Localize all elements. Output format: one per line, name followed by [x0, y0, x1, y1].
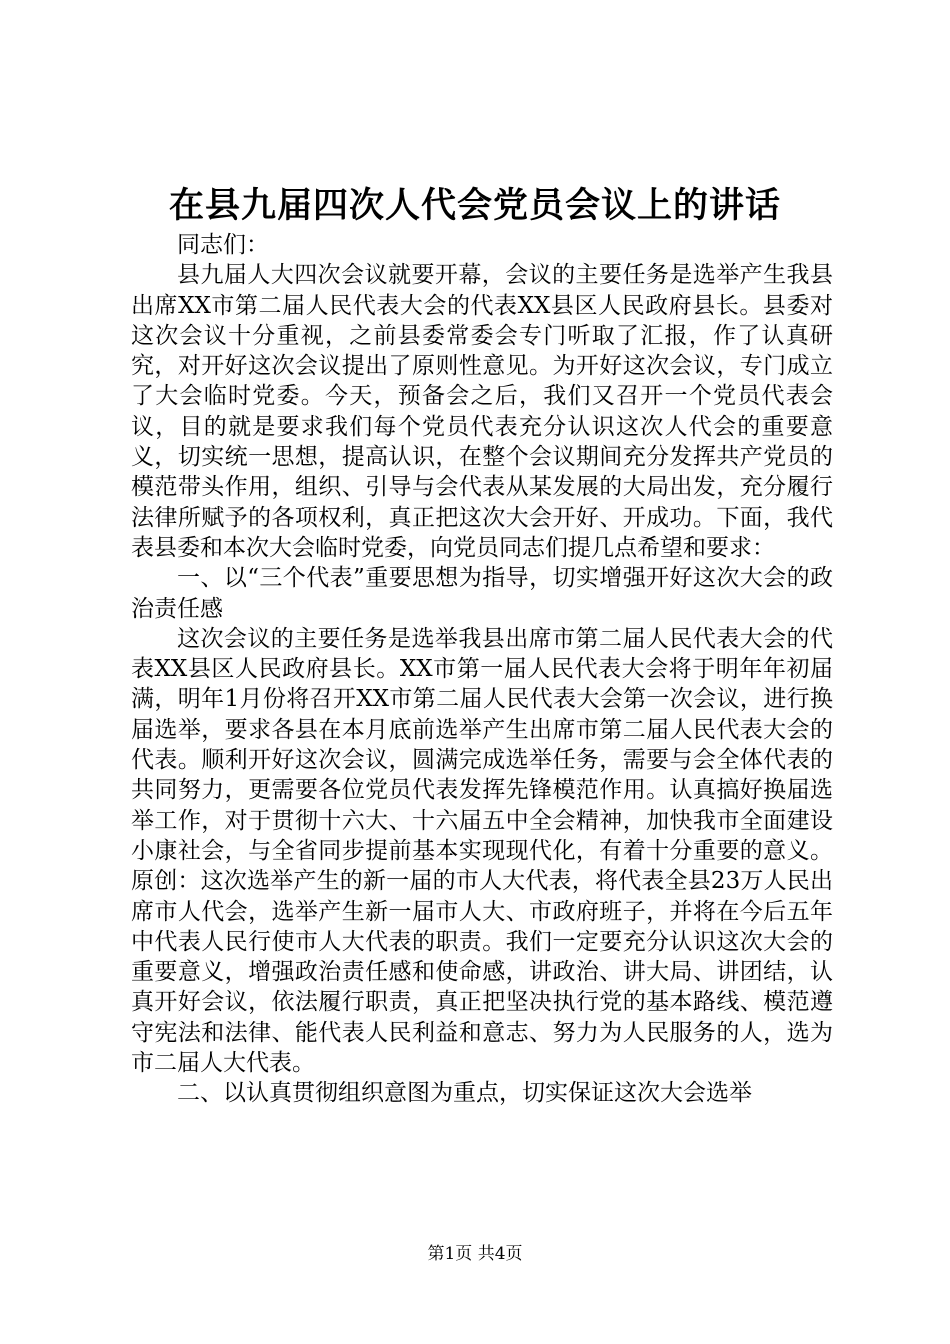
salutation-paragraph: 同志们：: [177, 232, 269, 258]
intro-paragraph: 县九届人大四次会议就要开幕，会议的主要任务是选举产生我县出席XX市第二届人民代表大会的代表XX县区人民政府县长。县委对这次会议十分重视，之前县委常委会专门听取了汇报，作了认真研究，对开好这次会议提出了原则性意见。为开好这次会议，专门成立了大会临时党委。今天，预备会之后，我们又召开一个党员代表会议，目的就是要求我们每个党员代表充分认识这次人代会的重要意义，切实统一思想，提高认识，在整个会议期间充分发挥共产党员的模范带头作用，组织、引导与会代表从某发展的大局出发，充分履行法律所赋予的各项权利，真正把这次大会开好、开成功。下面，我代表县委和本次大会临时党委，向党员同志们提几点希望和要求：: [131, 262, 833, 561]
section-one-heading: 一、以“三个代表”重要思想为指导，切实增强开好这次大会的政治责任感: [131, 565, 833, 622]
document-title: 在县九届四次人代会党员会议上的讲话: [168, 185, 781, 226]
section-two-heading: 二、以认真贯彻组织意图为重点，切实保证这次大会选举: [177, 1080, 752, 1107]
page-number-footer: 第1页 共4页: [427, 1244, 523, 1264]
document-body: [131, 230, 833, 1109]
section-one-paragraph: 这次会议的主要任务是选举我县出席市第二届人民代表大会的代表XX县区人民政府县长。XX市第一届人民代表大会将于明年年初届满，明年1月份将召开XX市第二届人民代表大会第一次会议，进行换届选举，要求各县在本月底前选举产生出席市第二届人民代表大会的代表。顺利开好这次会议，圆满完成选举任务，需要与会全体代表的共同努力，更需要各位党员代表发挥先锋模范作用。认真搞好换届选举工作，对于贯彻十六大、十六届五中全会精神，加快我市全面建设小康社会，与全省同步提前基本实现现代化，有着十分重要的意义。原创：这次选举产生的新一届的市人大代表，将代表全县23万人民出席市人代会，选举产生新一届市人大、市政府班子，并将在今后五年中代表人民行使市人大代表的职责。我们一定要充分认识这次大会的重要意义，增强政治责任感和使命感，讲政治、讲大局、讲团结，认真开好会议，依法履行职责，真正把坚决执行党的基本路线、模范遵守宪法和法律、能代表人民利益和意志、努力为人民服务的人，选为市二届人大代表。: [131, 625, 833, 1077]
